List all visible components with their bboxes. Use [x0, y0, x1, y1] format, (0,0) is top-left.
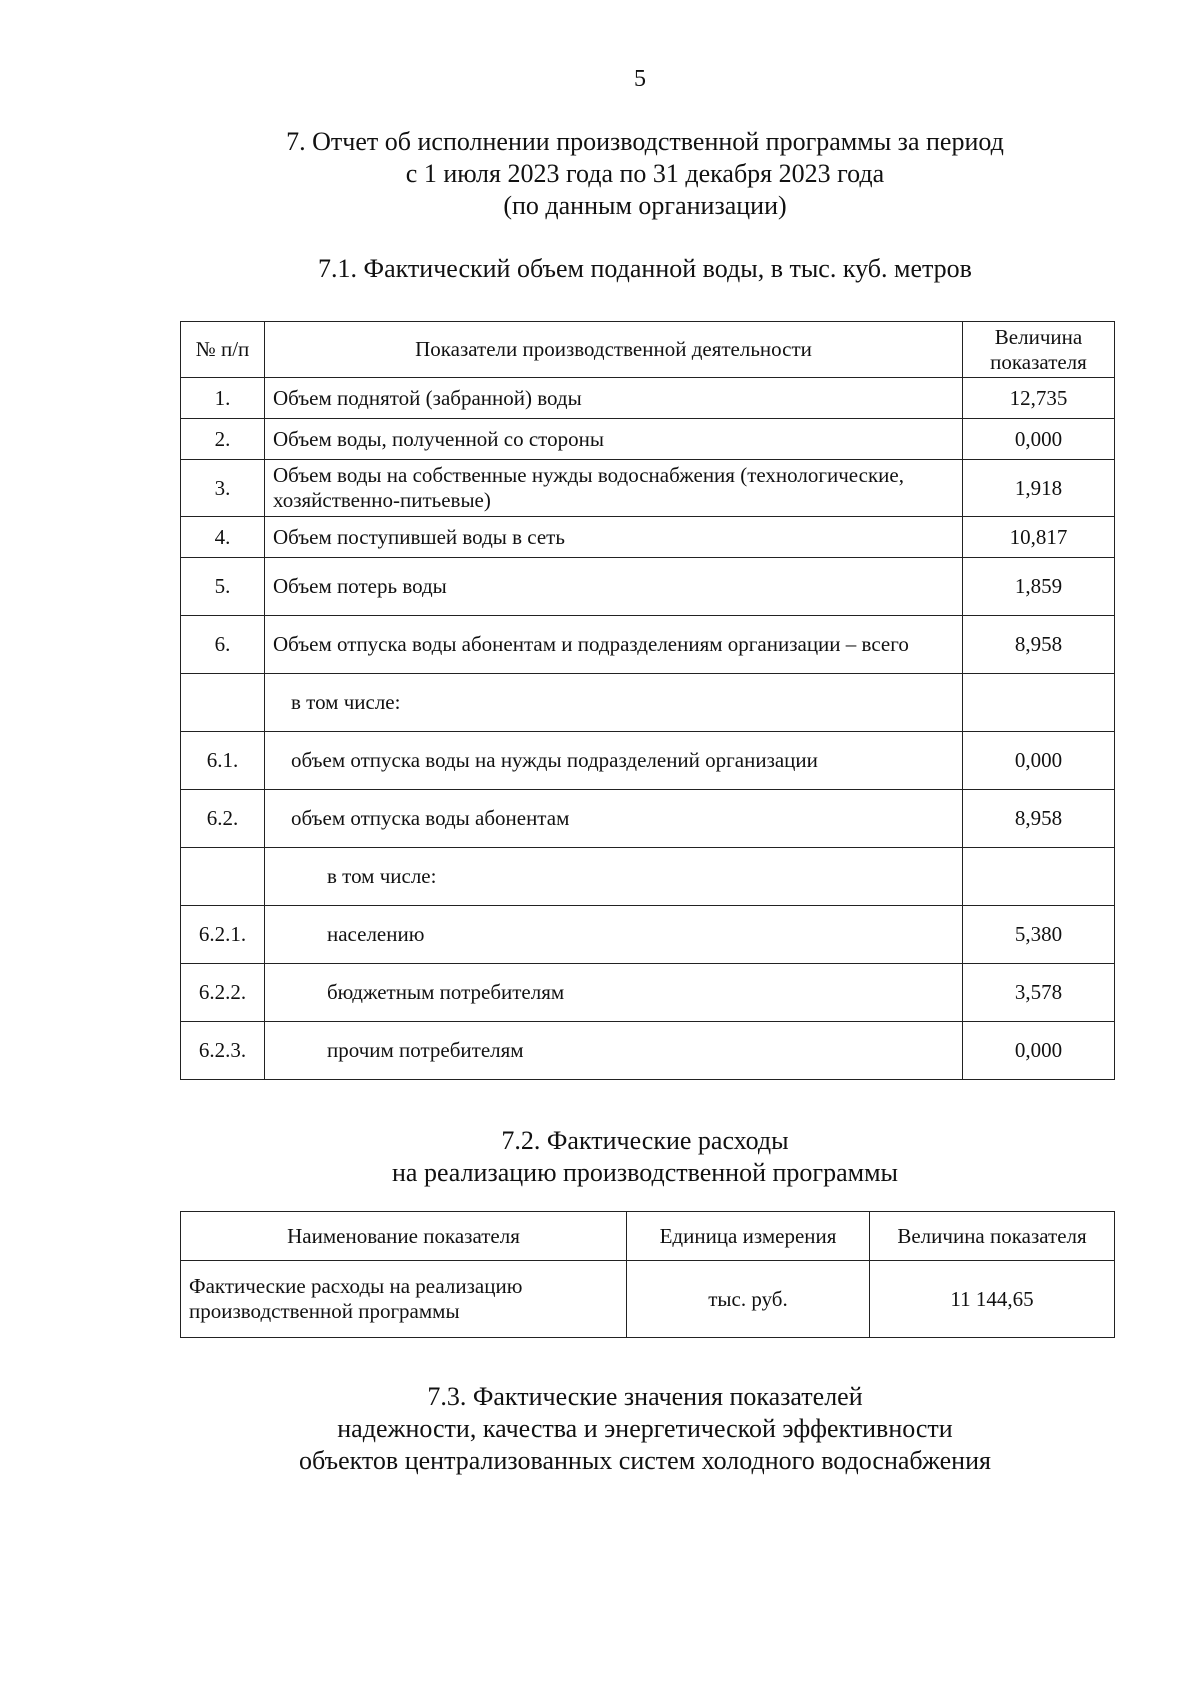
row-value: 10,817: [963, 517, 1115, 558]
row-indicator: Объем поднятой (забранной) воды: [265, 378, 963, 419]
row-number: 3.: [181, 460, 265, 517]
table-row: [181, 419, 1115, 460]
main-heading-line: 7. Отчет об исполнении производственной программы за период: [286, 127, 1004, 156]
row-indicator: Фактические расходы на реализацию производственной программы: [181, 1261, 627, 1338]
column-header-name: Показатели производственной деятельности: [265, 322, 963, 378]
column-header-unit: Единица измерения: [627, 1212, 870, 1261]
row-indicator: объем отпуска воды на нужды подразделений организации: [265, 732, 963, 790]
row-value: 12,735: [963, 378, 1115, 419]
row-number: 2.: [181, 419, 265, 460]
row-value: 0,000: [963, 419, 1115, 460]
table-row: [181, 460, 1115, 517]
row-number: 6.: [181, 616, 265, 674]
table-header-row: [181, 322, 1115, 378]
table-row: [181, 906, 1115, 964]
section-73-title-line: 7.3. Фактические значения показателей: [427, 1382, 863, 1411]
row-value: [963, 674, 1115, 732]
row-number: 6.1.: [181, 732, 265, 790]
column-header-num: № п/п: [181, 322, 265, 378]
row-indicator: Объем потерь воды: [265, 558, 963, 616]
row-indicator: прочим потребителям: [265, 1022, 963, 1080]
main-heading: [180, 126, 1110, 222]
row-number: [181, 674, 265, 732]
row-number: 6.2.3.: [181, 1022, 265, 1080]
table-row: [181, 790, 1115, 848]
table-row: [181, 1261, 1115, 1338]
row-unit: тыс. руб.: [627, 1261, 870, 1338]
table-row: [181, 378, 1115, 419]
row-number: 5.: [181, 558, 265, 616]
section-71-title: 7.1. Фактический объем поданной воды, в тыс. куб. метров: [318, 254, 972, 283]
section-72-title-line: 7.2. Фактические расходы: [501, 1126, 789, 1155]
row-indicator: населению: [265, 906, 963, 964]
page-number: 5: [634, 66, 646, 92]
row-value: 8,958: [963, 790, 1115, 848]
table-row: [181, 964, 1115, 1022]
table-row: [181, 616, 1115, 674]
table-row: [181, 732, 1115, 790]
row-number: [181, 848, 265, 906]
column-header-name: Наименование показателя: [181, 1212, 627, 1261]
row-value: 8,958: [963, 616, 1115, 674]
row-number: 6.2.: [181, 790, 265, 848]
table-header-row: [181, 1212, 1115, 1261]
section-73-title-line: объектов централизованных систем холодного водоснабжения: [299, 1446, 991, 1475]
row-value: 5,380: [963, 906, 1115, 964]
row-number: 6.2.2.: [181, 964, 265, 1022]
table-row: [181, 848, 1115, 906]
row-value: 1,918: [963, 460, 1115, 517]
row-indicator: объем отпуска воды абонентам: [265, 790, 963, 848]
expenses-table: [180, 1211, 1115, 1338]
row-value: 1,859: [963, 558, 1115, 616]
row-number: 4.: [181, 517, 265, 558]
column-header-value-line: Величина: [994, 324, 1083, 349]
row-value: 3,578: [963, 964, 1115, 1022]
section-73-title: [180, 1381, 1110, 1477]
section-73-title-line: надежности, качества и энергетической эффективности: [337, 1414, 953, 1443]
table-row: [181, 674, 1115, 732]
row-number: 1.: [181, 378, 265, 419]
section-72-title-line: на реализацию производственной программы: [391, 1158, 898, 1187]
water-volume-table: [180, 321, 1115, 1080]
table-row: [181, 558, 1115, 616]
section-72-title: [180, 1125, 1110, 1189]
table-row: [181, 517, 1115, 558]
row-value: 0,000: [963, 1022, 1115, 1080]
column-header-value-line: показателя: [990, 349, 1087, 374]
row-indicator: бюджетным потребителям: [265, 964, 963, 1022]
row-indicator: Объем поступившей воды в сеть: [265, 517, 963, 558]
row-value: 11 144,65: [870, 1261, 1115, 1338]
column-header-value: Величина показателя: [870, 1212, 1115, 1261]
row-value: [963, 848, 1115, 906]
main-heading-line: с 1 июля 2023 года по 31 декабря 2023 года: [405, 159, 885, 188]
row-indicator: Объем воды, полученной со стороны: [265, 419, 963, 460]
column-header-value: [963, 322, 1115, 378]
row-indicator: Объем отпуска воды абонентам и подразделениям организации – всего: [265, 616, 963, 674]
row-indicator: Объем воды на собственные нужды водоснабжения (технологические, хозяйственно-питьевые): [265, 460, 963, 517]
row-indicator: в том числе:: [265, 674, 963, 732]
table-row: [181, 1022, 1115, 1080]
row-number: 6.2.1.: [181, 906, 265, 964]
row-value: 0,000: [963, 732, 1115, 790]
row-indicator: в том числе:: [265, 848, 963, 906]
main-heading-line: (по данным организации): [503, 191, 787, 220]
